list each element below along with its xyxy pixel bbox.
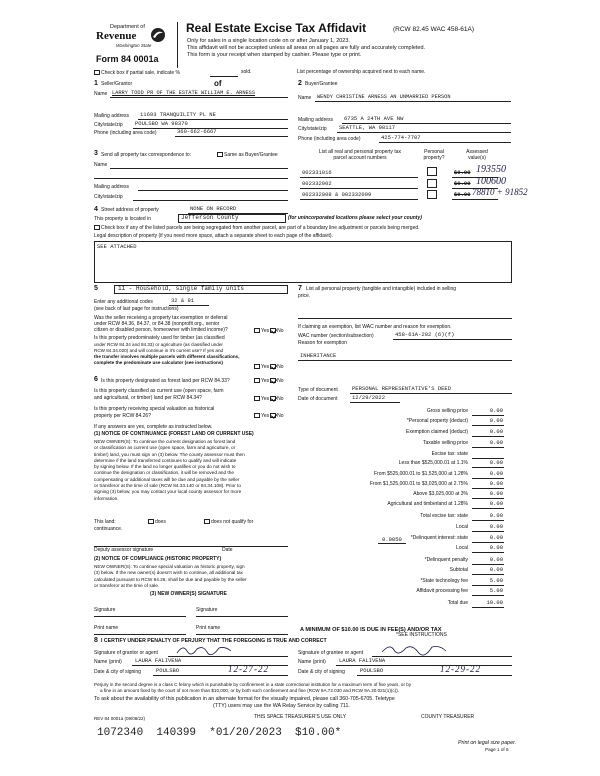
s6-q1-no-checkbox[interactable] (270, 378, 276, 383)
calc-row-value[interactable]: 0.00 (489, 417, 503, 424)
s5-q1-1: Was the seller receiving a property tax exemption or deferral (94, 315, 228, 321)
s5-no-label: No (277, 363, 284, 370)
calc-row-label: Above $3,025,000 at 3% (413, 491, 468, 497)
s6-q2-no-checkbox[interactable] (270, 396, 276, 401)
calc-row-label: *State technology fee (420, 578, 468, 584)
calc-row-value[interactable]: 0.00 (489, 500, 503, 507)
calc-row-line (472, 542, 504, 543)
partial-sale-row (93, 70, 180, 77)
s7-wac-line (393, 339, 512, 340)
s6-new-sig: (3) NEW OWNER(S) SIGNATURE (150, 591, 227, 597)
s5-q2-1: Is this property predominately used for timber (as classified (94, 335, 225, 341)
calc-row-line (472, 595, 504, 596)
s7-reason[interactable]: INHERITANCE (300, 352, 337, 359)
footer-rev: REV 84 0001a (09/08/22) (94, 716, 146, 721)
notice1-line: or classification as current use (open space, farm and agriculture, or (94, 445, 236, 451)
s6-no-label: No (277, 412, 284, 419)
s8-grantee-city[interactable]: POULSBO (360, 667, 384, 674)
s6-sig: Signature (196, 607, 218, 613)
s4-num: 4 (94, 206, 98, 213)
s6-q3-2: property per RCW 84.26? (94, 413, 151, 419)
buyer-mail[interactable]: 6735 A 24TH AVE NW (344, 115, 404, 122)
calc-row-label: *Delinquent interest: state (410, 535, 468, 541)
notice1-line: by signing below. If the land no longer qualifies or you do not wish to (94, 464, 236, 470)
s6-q3-yes-checkbox[interactable] (254, 413, 260, 418)
s7-reason-label: Reason for exemption (298, 340, 347, 346)
s6-notice1-title: (1) NOTICE OF CONTINUANCE (FOREST LAND OR CURRENT USE) (94, 431, 254, 437)
buyer-name-line (315, 101, 511, 102)
calc-row-line (472, 415, 504, 416)
footer-access-1: To ask about the availability of this publication in an alternate format for the visually impaired, please call 360-705-6705. Teletype (94, 696, 395, 702)
notice2-line: (3) below. If the new owner(s) doesn't wish to continue, all additional tax (94, 570, 243, 576)
seller-phone-label: Phone (including area code) (94, 130, 157, 136)
parcel-number[interactable]: 002331016 (302, 169, 332, 176)
grantee-city-line (357, 675, 512, 676)
calc-row-value[interactable]: 0.00 (489, 566, 503, 573)
of-mark: of (214, 79, 222, 88)
s6-print: Print name (196, 625, 221, 631)
s5-q2-yesno (253, 364, 284, 371)
notice2-line: calculated pursuant to RCW 84.26, shall be due and payable by the seller (94, 576, 247, 582)
s7-doc-date[interactable]: 12/29/2022 (352, 394, 386, 401)
s7-doc-date-line (350, 402, 400, 403)
calc-row-label: Total excise tax: state (420, 513, 468, 519)
s5-yes-label: Yes (261, 363, 270, 370)
s6-q1: Is this property designated as forest land per RCW 84.33? (101, 378, 230, 384)
parcel-value-handwritten: 100600 (476, 176, 506, 187)
calc-row-line (472, 478, 504, 479)
buyer-name[interactable]: WENDY CHRISTINE ARNESS AN UNMARRIED PERSON (317, 94, 451, 100)
footer-page: Page 1 of 6 (485, 747, 509, 752)
s5-q2-2: under RCW 84.34 and 84.33) or agriculture (as classified under (94, 342, 223, 347)
s4-legal-text: SEE ATTACHED (97, 243, 137, 250)
s5-no-label: No (277, 327, 284, 334)
new-owner-sig-line-2[interactable] (196, 616, 288, 617)
calc-row-value[interactable]: 0.00 (489, 490, 503, 497)
s5-q2-4: the transfer involves multiple parcels with different classifications, (94, 354, 240, 359)
calc-row-label: From $1,525,000.01 to $3,025,000 at 2.75% (369, 481, 468, 487)
parcel-col2a: Personal (424, 149, 444, 155)
calc-row-value[interactable]: 0.00 (489, 428, 503, 435)
buyer-phone-line (379, 142, 511, 143)
parcel-col3-head (457, 150, 497, 162)
s4-street[interactable]: NONE ON RECORD (190, 205, 237, 212)
corr-city-line[interactable] (133, 200, 288, 201)
parcel-col1a: List all real and personal property tax (319, 149, 401, 155)
calc-row-line (472, 488, 504, 489)
s8-grantee-name[interactable]: LAURA FALIVENA (339, 657, 386, 664)
s5-q2-no-checkbox[interactable] (270, 364, 276, 369)
s6-yes-label: Yes (261, 412, 270, 419)
calc-row-label: Agricultural and timberland at 1.28% (387, 501, 468, 507)
corr-mail-line[interactable] (138, 190, 288, 191)
grantee-signature-scribble (380, 642, 450, 656)
s8-date-city-grantor: Date & city of signing (94, 669, 141, 675)
s5-q1-yes-checkbox[interactable] (254, 328, 260, 333)
s7-wac-label: WAC number (section/subsection) (298, 333, 374, 339)
buyer-phone-label: Phone (including area code) (298, 136, 361, 142)
s8-grantor-name[interactable]: LAURA FALIVENA (135, 657, 182, 664)
footer-legal-paper: Print on legal size paper. (458, 740, 517, 746)
parcel-value-handwritten: 78810 + 91852 (472, 187, 528, 197)
s7-text-1: List all personal property (tangible and intangible) included in selling (306, 286, 457, 292)
footer-county-treasurer: COUNTY TREASURER (421, 714, 475, 720)
calc-row-line (472, 498, 504, 499)
calc-row-label: Exemption claimed (deduct) (406, 429, 468, 435)
calc-row-label: *Delinquent penalty (424, 557, 468, 563)
partial-sold: sold. (241, 69, 252, 75)
calc-row-label: From $525,000.01 to $1,525,000 at 1.28% (374, 471, 468, 477)
s6-print: Print name (94, 625, 119, 631)
calc-row-line (472, 447, 504, 448)
s8-sig-grantee: Signature of grantee or agent (298, 650, 364, 656)
s4-street-label: Street address of property (101, 207, 159, 213)
calc-row-value[interactable]: 0.00 (489, 544, 503, 551)
calc-min1: A MINIMUM OF $10.00 IS DUE IN FEE(S) AND/OR TAX (300, 627, 442, 633)
form-title-ref: (RCW 82.45 WAC 458-61A) (393, 26, 475, 33)
intro-line-1: Only for sales in a single location code on or after January 1, 2023. (187, 38, 350, 44)
seller-city[interactable]: POULSBO WA 98370 (135, 120, 188, 127)
calc-min2: *SEE INSTRUCTIONS (396, 632, 447, 638)
buyer-num: 2 (298, 80, 302, 87)
footer-perjury-1: Perjury in the second degree is a class C felony which is punishable by confinement in a state correctional institution for a maximum term of five years, or by (94, 682, 412, 687)
calc-row-value[interactable]: 10.00 (486, 599, 503, 606)
grantor-sig-line[interactable] (168, 656, 288, 657)
parcel-col1b: parcel account numbers (333, 154, 387, 161)
parcel-col1-head (305, 150, 415, 162)
calc-row-label: Affidavit processing fee (416, 588, 468, 594)
s7-num: 7 (298, 285, 302, 292)
seller-mail[interactable]: 11693 TRANQUILITY PL NE (140, 111, 216, 118)
calc-row-value[interactable]: 0.00 (489, 512, 503, 519)
s6-q1-yesno (253, 378, 284, 385)
parcel-col2-head (419, 150, 449, 162)
parcel-personal-checkbox[interactable] (427, 179, 437, 188)
buyer-name-label: Name (298, 95, 312, 101)
calc-row-label: Subtotal (449, 567, 468, 573)
buyer-phone[interactable]: 425-774-7707 (381, 134, 421, 141)
calc-row-line (472, 574, 504, 575)
corr-same-row (216, 152, 278, 159)
intro-line-2: This affidavit will not be accepted unless all areas on all pages are fully and accurately completed. (187, 45, 426, 51)
s8-name-print-grantee: Name (print) (298, 659, 326, 665)
s6-q1-yes-checkbox[interactable] (254, 378, 260, 383)
seller-name[interactable]: LARRY TODD PR OF THE ESTATE WILLIAM E. ARNESS (112, 90, 256, 96)
s6-q2-2: and agricultural, or timber) land per RCW 84.34? (94, 395, 202, 401)
s5-q1-yesno (253, 328, 284, 335)
calc-row-label: *Personal property (deduct) (406, 418, 468, 424)
s6-no-label: No (277, 395, 284, 402)
grantor-signature-scribble (175, 642, 235, 656)
s6-yes-label: Yes (261, 377, 270, 384)
buyer-city-label: City/state/zip (298, 126, 327, 132)
notice1-line: determine if the land transferred continues to qualify and will indicate (94, 457, 237, 463)
s5-addl-label: Enter any additional codes (94, 299, 153, 305)
dept-line: Department of (110, 24, 145, 30)
s8-date-city-grantee: Date & city of signing (298, 669, 345, 675)
s7-doc-date-label: Date of document (298, 396, 338, 402)
s6-ifany: If any answers are yes, complete as instructed below. (94, 424, 213, 430)
parcel-value-line (452, 199, 498, 200)
intro-line-3: This form is your receipt when stamped by cashier. Please type or print. (187, 52, 362, 58)
s6-q3-no-checkbox[interactable] (270, 413, 276, 418)
s7-doc-type[interactable]: PERSONAL REPRESENTATIVE'S DEED (352, 385, 452, 392)
land-does-not-checkbox[interactable] (204, 519, 210, 524)
corr-heading: Send all property tax correspondence to: (101, 152, 192, 158)
s4-county-note: (for unincorporated locations please select your county) (288, 215, 422, 221)
seller-phone-line (175, 136, 288, 137)
calc-row-label: Total due (447, 600, 468, 606)
s6-does: does (155, 518, 166, 525)
parcel-value[interactable]: $0.00 (454, 191, 471, 198)
s5-see-list: (see back of last page for instructions) (94, 306, 179, 312)
parcel-row-line (300, 199, 418, 200)
s7-text-2: price. (298, 293, 311, 299)
s8-grantee-date-hand: 12-29-22 (440, 664, 481, 674)
s5-q2-yes-checkbox[interactable] (254, 364, 260, 369)
notice1-line: information. (94, 495, 119, 501)
dept-state: Washington State (116, 43, 152, 48)
parcel-personal-checkbox[interactable] (427, 190, 437, 199)
new-owner-print-line-1[interactable] (94, 634, 186, 635)
s4-seg: Check box if any of the listed parcels are being segregated from another parcel, are part of a boundary line adjustment or parcels being merged. (101, 224, 420, 231)
s6-q2-1: Is this property classified as current use (open space, farm (94, 388, 224, 394)
corr-same-label: Same as Buyer/Grantee (224, 151, 278, 158)
seller-mail-label: Mailing address (94, 113, 130, 119)
parcel-col3b: value(s) (468, 154, 486, 161)
s7-personal-line[interactable] (298, 318, 512, 319)
parcel-value[interactable]: $0.00 (454, 169, 471, 176)
corr-name-label: Name (94, 162, 108, 168)
s6-notice1-body (94, 439, 245, 502)
corr-city-label: City/state/zip (94, 194, 123, 200)
calc-row-value[interactable]: 0.00 (489, 459, 503, 466)
s6-notice2-body (94, 564, 247, 589)
dor-swoosh-icon (150, 27, 166, 43)
s5-q1-no-checkbox[interactable] (270, 328, 276, 333)
calc-row-line (472, 425, 504, 426)
buyer-heading: Buyer/Grantee (305, 81, 338, 87)
calc-row-value[interactable]: 5.00 (489, 587, 503, 594)
seller-city-label: City/state/zip (94, 122, 123, 128)
parcel-col3a: Assessed (466, 149, 488, 155)
calc-row-label: Local (456, 545, 468, 551)
s6-deputy: Deputy assessor signature (94, 547, 154, 553)
s4-seg-row (93, 225, 420, 232)
partial-sale-checkbox[interactable] (94, 70, 100, 75)
list-pct-note: List percentage of ownership acquired next to each name. (297, 69, 426, 75)
local-rate: 0.0050 (378, 537, 406, 544)
calc-row-line (472, 436, 504, 437)
s5-num: 5 (94, 285, 98, 292)
calc-row-value[interactable]: 0.00 (489, 534, 503, 541)
s6-yes-label: Yes (261, 395, 270, 402)
notice1-line: NEW OWNER(S): To continue the current designation as forest land (94, 439, 236, 444)
s8-name-print-grantor: Name (print) (94, 659, 122, 665)
s6-does-row (147, 519, 166, 526)
s8-certify: I CERTIFY UNDER PENALTY OF PERJURY THAT THE FOREGOING IS TRUE AND CORRECT (101, 638, 327, 644)
s4-county-label: This property is located in (94, 216, 151, 222)
s5-q1-3: citizen or disabled person, homeowner with limited income)? (94, 327, 228, 333)
grantee-sig-line[interactable] (372, 656, 512, 657)
footer-access-2: (TTY) users may use the WA Relay Service by calling 711. (213, 703, 350, 709)
new-owner-print-line-2[interactable] (196, 634, 288, 635)
parcel-number[interactable]: 002332008 & 002332009 (302, 191, 372, 198)
dept-big: Revenue (96, 30, 137, 42)
s4-legal: Legal description of property (if you need more space, attach a separate sheet to each page of the affidavit). (94, 233, 333, 239)
calc-row-value[interactable]: 0.00 (489, 439, 503, 446)
notice1-line: timber) land, you must sign on (3) below. The county assessor must then (94, 451, 245, 457)
partial-sale-label: Check box if partial sale, indicate % (101, 69, 180, 76)
seller-name-line (110, 97, 288, 98)
treasurer-stamp: 1072340 140399 *01/20/2023 $10.00* (97, 727, 342, 739)
s6-q2-yesno (253, 396, 284, 403)
same-as-buyer-checkbox[interactable] (217, 152, 223, 157)
buyer-city[interactable]: SEATTLE, WA 98117 (339, 124, 396, 131)
parcel-value[interactable]: $0.00 (454, 180, 471, 187)
calc-row-line (472, 508, 504, 509)
s6-not-qualify: does not qualify for (211, 518, 254, 525)
s6-q3-yesno (253, 413, 284, 420)
notice1-line: compensating or additional taxes will be due and payable by the seller (94, 476, 240, 482)
buyer-mail-label: Mailing address (298, 117, 334, 123)
calc-row-line (472, 531, 504, 532)
corr-num: 3 (94, 150, 98, 157)
s8-sig-grantor: Signature of grantor or agent (94, 650, 158, 656)
calc-row-label: Gross selling price (426, 408, 468, 414)
calc-row-value[interactable]: 0.00 (489, 523, 503, 530)
notice2-line: NEW OWNER(S): To continue special valuation as historic property, sign (94, 564, 245, 569)
footer-treasurer-only: THIS SPACE TREASURER'S USE ONLY (254, 714, 347, 720)
corr-name-line[interactable] (110, 168, 288, 169)
header-divider (177, 22, 178, 68)
corr-blank-line (94, 178, 288, 179)
s6-sig: Signature (94, 607, 116, 613)
corr-mail-label: Mailing address (94, 184, 130, 190)
parcel-col2b: property? (423, 154, 445, 161)
s8-num: 8 (94, 637, 98, 644)
notice2-line: or transferor at the time of sale. (94, 582, 160, 588)
s5-q2-5: complete the predominate use calculator (see instructions) (94, 360, 223, 365)
calc-row-line (472, 467, 504, 468)
calc-row-label: Excise tax: state (431, 451, 468, 457)
legal-description-box[interactable] (94, 241, 512, 283)
calc-row-label: Less than $525,000.01 at 1.1% (398, 460, 468, 466)
calc-row-label: Local (456, 524, 468, 530)
calc-row-value[interactable]: 0.00 (489, 480, 503, 487)
partial-pct-line[interactable] (210, 76, 238, 77)
s6-q2-yes-checkbox[interactable] (254, 396, 260, 401)
s8-grantor-city[interactable]: POULSBO (156, 667, 180, 674)
calc-row-value[interactable]: 5.00 (489, 577, 503, 584)
seller-heading: Seller/Grantor (101, 81, 133, 87)
s6-q3-1: Is this property receiving special valuation as historical (94, 406, 215, 412)
s7-exempt: If claiming an exemption, list WAC number and reason for exemption. (298, 324, 452, 330)
calc-row-line (472, 552, 504, 553)
s5-code: 11 - Household, single family units (118, 285, 245, 292)
land-does-checkbox[interactable] (148, 519, 154, 524)
calc-row-value[interactable]: 0.00 (489, 556, 503, 563)
parcel-number[interactable]: 002332002 (302, 180, 332, 187)
seller-name-label: Name (94, 91, 108, 97)
s6-not-row (203, 519, 253, 526)
parcel-value-handwritten: 193550 (476, 164, 506, 175)
s6-continuance: continuance. (94, 526, 123, 532)
s6-date: Date (222, 547, 233, 553)
s5-addl[interactable]: 32 & 91 (171, 297, 195, 304)
s6-notice2-title: (2) NOTICE OF COMPLIANCE (HISTORIC PROPERTY) (94, 556, 222, 562)
calc-row-line (472, 607, 504, 608)
segregation-checkbox[interactable] (94, 225, 100, 230)
s5-q2-3: RCW 84.34.020) and will continue in it's current use? If yes and (94, 348, 224, 353)
s6-num: 6 (94, 376, 98, 383)
form-id: Form 84 0001a (96, 54, 159, 64)
form-title: Real Estate Excise Tax Affidavit (186, 21, 367, 35)
s6-no-label: No (277, 377, 284, 384)
s8-grantor-date-hand: 12-27-22 (228, 664, 269, 674)
s7-reason-line (298, 360, 512, 361)
seller-num: 1 (94, 80, 98, 87)
notice1-line: continue the designation or classification, it will be removed and the (94, 470, 234, 476)
parcel-row-line (300, 188, 418, 189)
parcel-personal-checkbox[interactable] (427, 167, 437, 176)
parcel-row-line (300, 177, 418, 178)
footer-perjury-2: a fine in an amount fixed by the court of not more than $10,000, or by both such confinement and fine (RCW 9A.72.030 and RCW 9A.20.021(1)(c)). (100, 688, 400, 693)
dor-logo (94, 24, 174, 70)
s7-doc-type-label: Type of document (298, 387, 338, 393)
s5-yes-label: Yes (261, 327, 270, 334)
new-owner-sig-line-1[interactable] (94, 616, 186, 617)
s4-county: Jefferson County (181, 214, 239, 221)
calc-row-label: Taxable selling price (422, 440, 468, 446)
grantee-name-line (336, 665, 512, 666)
s7-wac[interactable]: 458-61A-202 (6)(f) (395, 331, 455, 338)
calc-row-line (472, 585, 504, 586)
notice1-line: signing (3) below, you may contact your local county assessor for more (94, 489, 242, 495)
buyer-city-line (337, 132, 511, 133)
notice1-line: or transferor at the time of sale (RCW 84.33.140 or 84.34.108). Prior to (94, 483, 241, 489)
calc-row-value[interactable]: 0.00 (489, 407, 503, 414)
calc-row-value[interactable]: 0.00 (489, 470, 503, 477)
calc-row-line (472, 564, 504, 565)
s6-land: This land: (94, 519, 116, 525)
seller-phone[interactable]: 360-662-6667 (177, 128, 217, 135)
calc-row-line (472, 520, 504, 521)
s5-q1-2: under RCW 84.36, 84.37, or 84.38 (nonprofit org., senior (94, 321, 220, 327)
grantor-city-line (153, 675, 288, 676)
